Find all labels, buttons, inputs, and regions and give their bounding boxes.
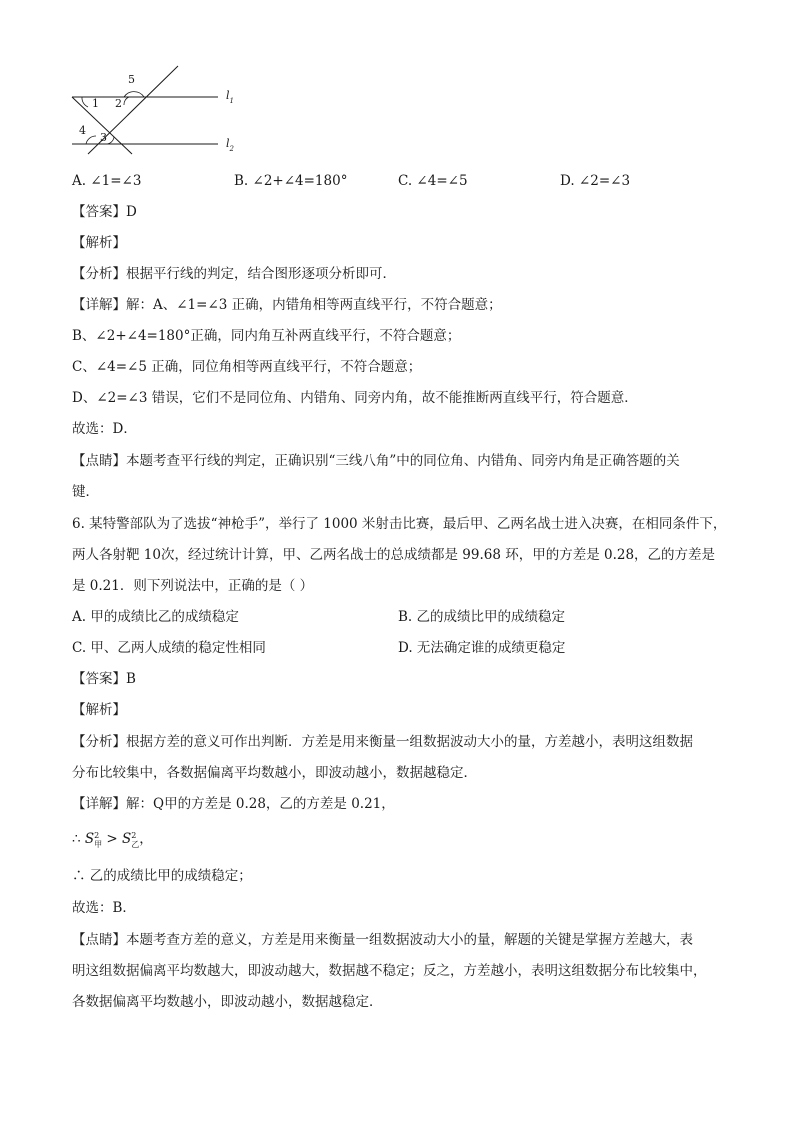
q6-guxuan: 故选：B． — [72, 900, 136, 916]
q6-fenxi-2: 分布比较集中，各数据偏离平均数越小，即波动越小，数据越稳定． — [72, 765, 477, 781]
q6-stem-2: 两人各射靶 10次，经过统计计算，甲、乙两名战士的总成绩都是 99.68 环，甲的方差是 0.28，乙的方差是 — [72, 547, 716, 563]
label-angle-1: 1 — [92, 97, 99, 110]
q6-answer: 【答案】B — [72, 671, 136, 687]
q6-dianjing-1: 【点睛】本题考查方差的意义，方差是用来衡量一组数据波动大小的量，解题的关键是掌握方差越大，表 — [72, 932, 693, 948]
arc-1 — [82, 97, 88, 107]
q5-dianjing-1: 【点睛】本题考查平行线的判定，正确识别“三线八角”中的同位角、内错角、同旁内角是正确答题的关 — [72, 453, 680, 469]
figure-svg — [66, 62, 246, 162]
q5-analysis-title: 【解析】 — [72, 235, 126, 251]
q5-xiangjie-d: D、∠2=∠3 错误，它们不是同位角、内错角、同旁内角，故不能推断两直线平行，符合题意． — [72, 390, 638, 406]
q5-option-d: D. ∠2=∠3 — [560, 173, 631, 189]
q5-option-c: C. ∠4=∠5 — [398, 173, 468, 189]
label-angle-2: 2 — [115, 97, 122, 110]
label-angle-5: 5 — [128, 73, 135, 86]
q5-option-a: A. ∠1=∠3 — [72, 173, 142, 189]
q6-fenxi-1: 【分析】根据方差的意义可作出判断．方差是用来衡量一组数据波动大小的量，方差越小，表明这组数据 — [72, 734, 693, 750]
q6-xiangjie: 【详解】解：Q甲的方差是 0.28，乙的方差是 0.21， — [72, 796, 395, 812]
q6-option-c: C. 甲、乙两人成绩的稳定性相同 — [72, 640, 266, 656]
q6-dianjing-3: 各数据偏离平均数越小，即波动越小，数据越稳定． — [72, 994, 383, 1010]
q6-stem-3: 是 0.21．则下列说法中，正确的是（ ） — [72, 578, 314, 594]
label-angle-4: 4 — [79, 124, 86, 137]
q6-inequality: ∴ S 2 甲 > S 2 乙 ， — [72, 830, 153, 849]
q5-xiangjie: 【详解】解：A、∠1=∠3 正确，内错角相等两直线平行，不符合题意； — [72, 297, 502, 313]
q6-option-b: B. 乙的成绩比甲的成绩稳定 — [398, 609, 566, 625]
q6-option-a: A. 甲的成绩比乙的成绩稳定 — [72, 609, 239, 625]
q5-option-b: B. ∠2+∠4=180° — [234, 173, 348, 189]
label-line-l1: $l_1$ — [226, 89, 234, 105]
q5-xiangjie-b: B、∠2+∠4=180°正确，同内角互补两直线平行，不符合题意； — [72, 328, 461, 344]
arc-2 — [124, 97, 129, 105]
parallel-lines-figure — [66, 62, 246, 162]
arc-3 — [106, 137, 114, 144]
q5-dianjing-2: 键． — [72, 484, 99, 500]
q5-fenxi: 【分析】根据平行线的判定，结合图形逐项分析即可． — [72, 266, 396, 282]
arc-4 — [86, 136, 96, 144]
label-line-l2: $l_2$ — [226, 137, 234, 153]
q6-option-d: D. 无法确定谁的成绩更稳定 — [398, 640, 566, 656]
q6-conclusion: ∴ 乙的成绩比甲的成绩稳定； — [72, 868, 252, 884]
label-angle-3: 3 — [100, 131, 107, 144]
arc-5 — [124, 92, 144, 97]
q6-dianjing-2: 明这组数据偏离平均数越大，即波动越大，数据越不稳定；反之，方差越小，表明这组数据分布比较集中， — [72, 963, 707, 979]
q6-analysis-title: 【解析】 — [72, 702, 126, 718]
q5-answer: 【答案】D — [72, 204, 137, 220]
q5-xiangjie-c: C、∠4=∠5 正确，同位角相等两直线平行，不符合题意； — [72, 359, 422, 375]
q6-stem-1: 6. 某特警部队为了选拔“神枪手”，举行了 1000 米射击比赛，最后甲、乙两名战士进入决赛，在相同条件下， — [72, 516, 727, 532]
q5-guxuan: 故选：D． — [72, 421, 137, 437]
